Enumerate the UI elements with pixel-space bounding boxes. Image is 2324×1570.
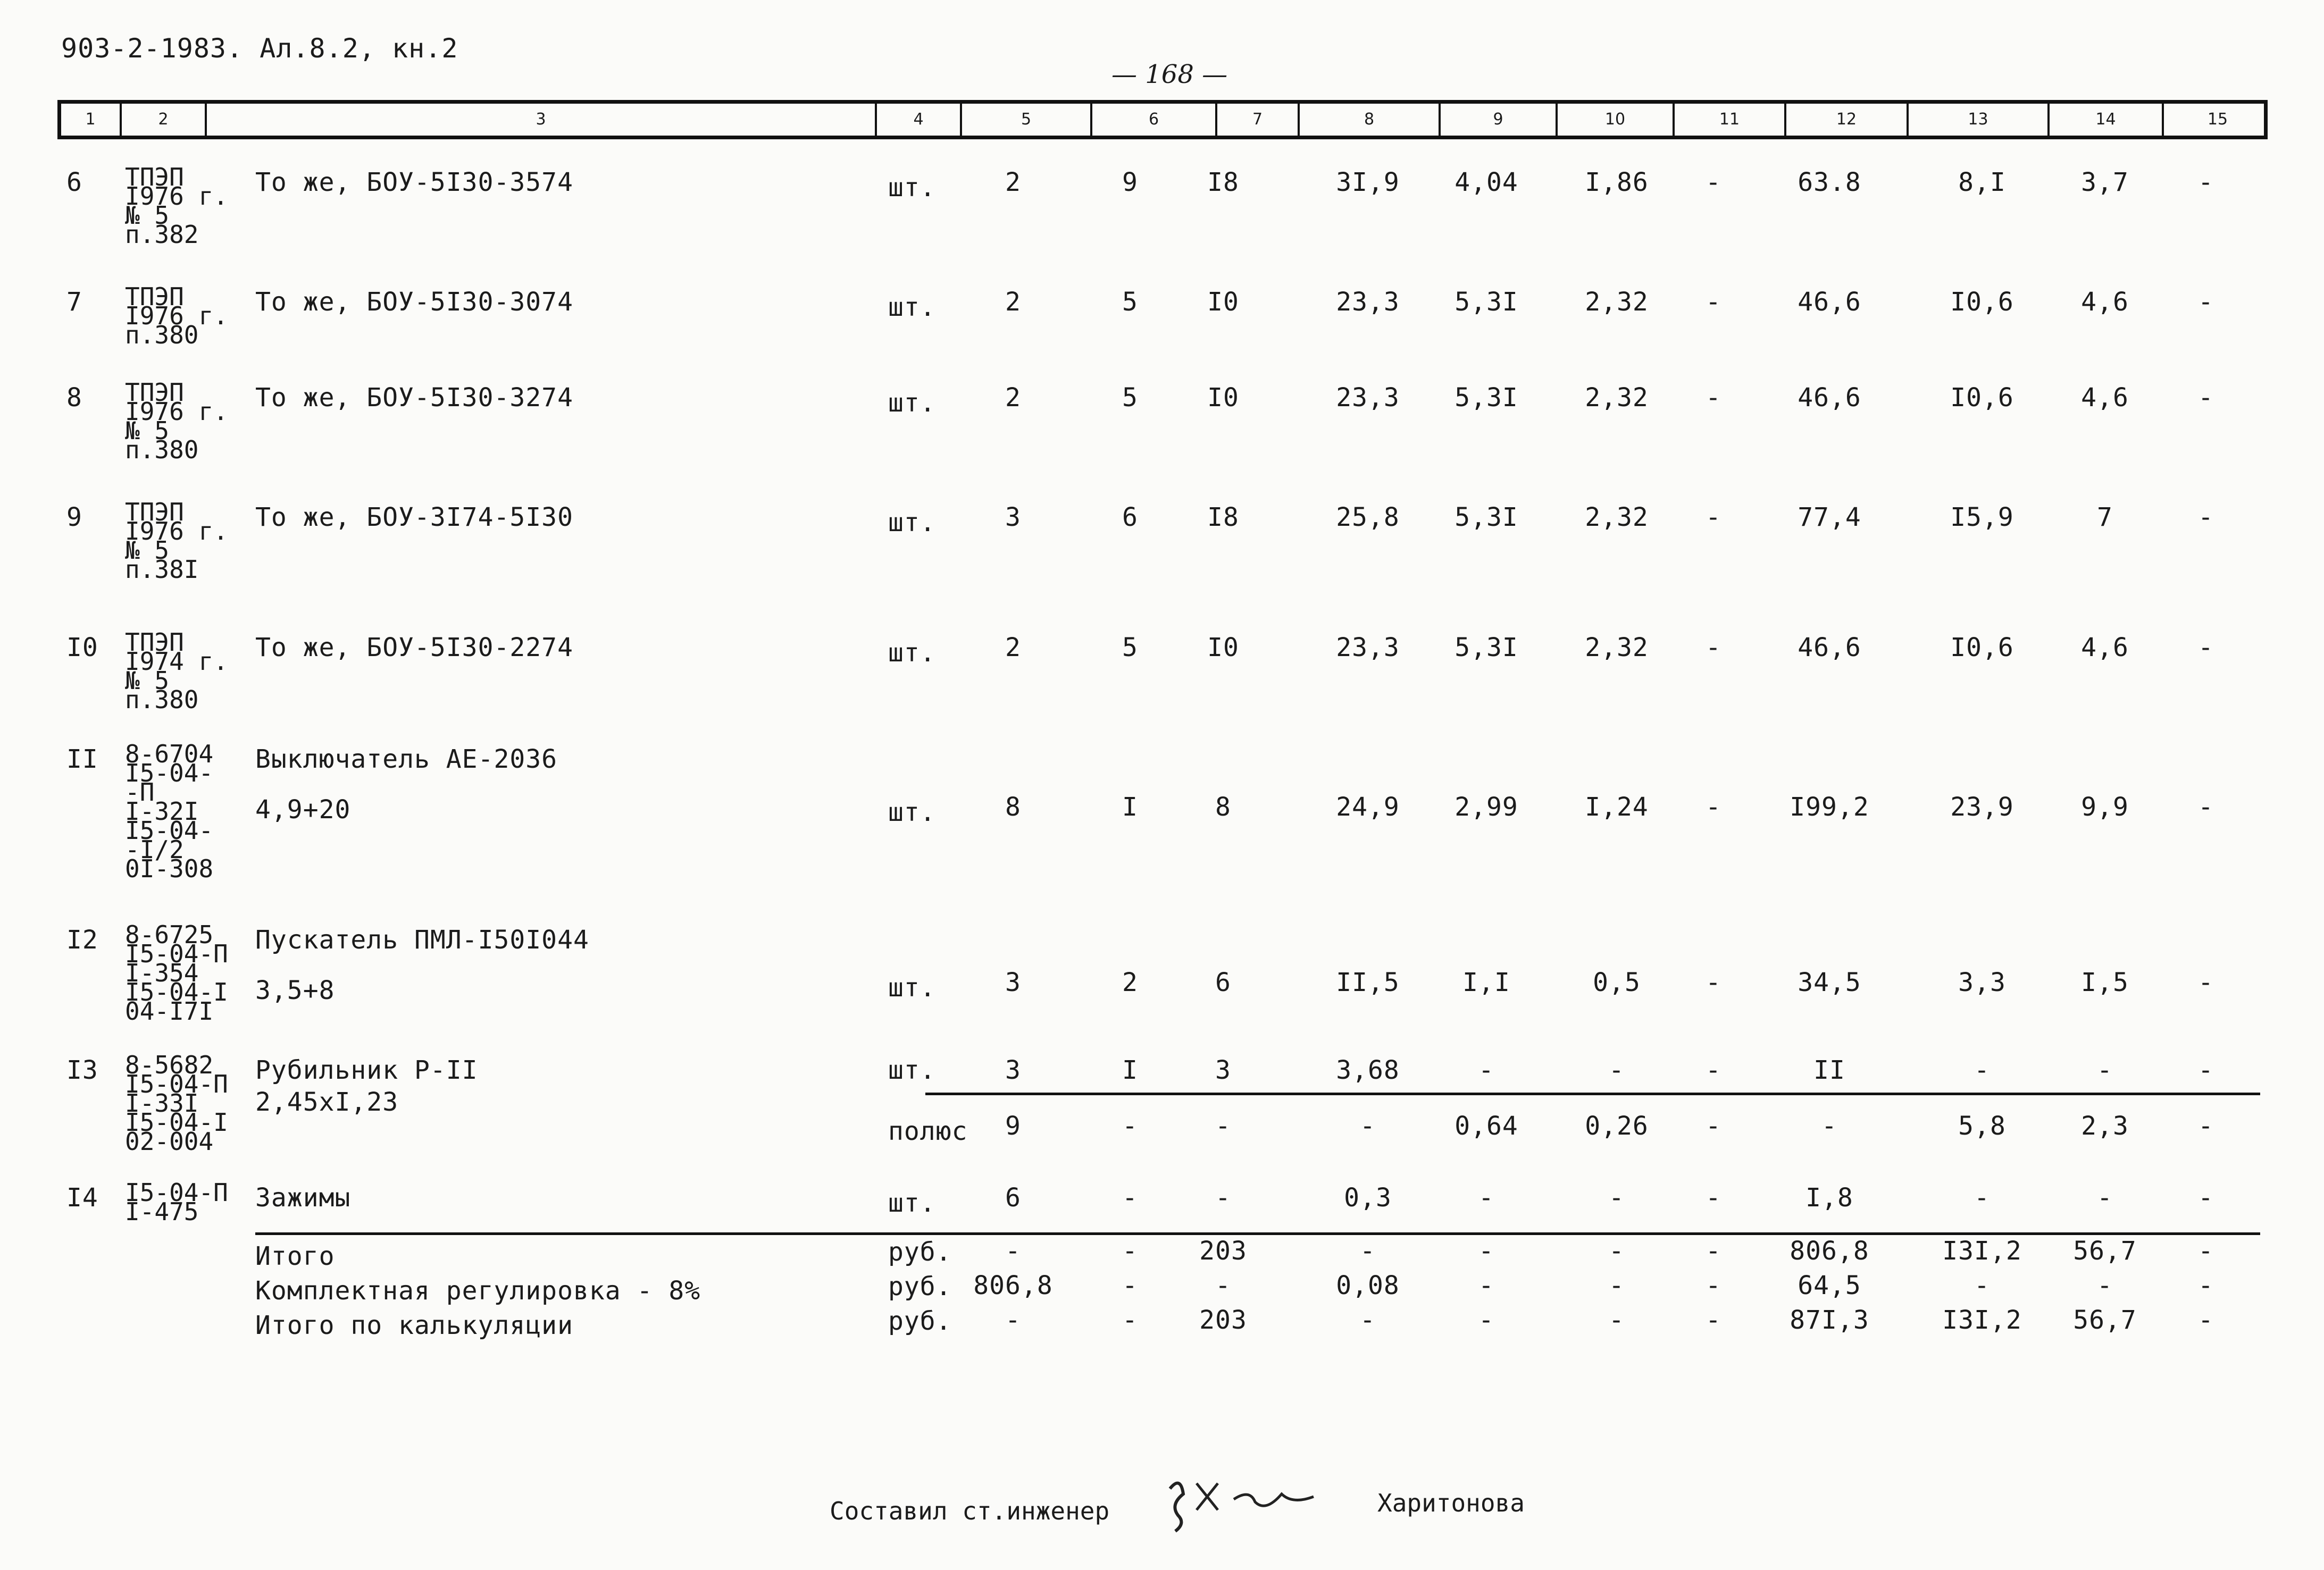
item-name: Выключатель АЕ-2036 xyxy=(255,744,558,774)
value-c14: 4,6 xyxy=(2081,383,2129,413)
value-c11: - xyxy=(1706,383,1721,413)
value-c10: 2,32 xyxy=(1585,633,1649,662)
value-c11: - xyxy=(1706,1183,1721,1213)
value-c15: - xyxy=(2198,1055,2214,1085)
value-c12: 77,4 xyxy=(1798,502,1861,532)
row-number: 7 xyxy=(66,287,82,317)
value-c13: 3,3 xyxy=(1958,968,2006,997)
total-c9: - xyxy=(1478,1305,1494,1335)
value-c11: - xyxy=(1706,502,1721,532)
totals-label: Итого по калькуляции xyxy=(255,1311,573,1340)
value-c9: 4,04 xyxy=(1454,167,1518,197)
value-c10: 2,32 xyxy=(1585,502,1649,532)
value-c13: I0,6 xyxy=(1950,633,2014,662)
column-header-13: 13 xyxy=(1907,104,2047,136)
value-c8: 3I,9 xyxy=(1336,167,1400,197)
value-c7: I8 xyxy=(1207,167,1239,197)
value-c6: 5 xyxy=(1122,383,1138,413)
total-c12: 806,8 xyxy=(1790,1236,1869,1266)
total-c10: - xyxy=(1609,1271,1625,1300)
unit: шт. xyxy=(888,638,936,668)
value-c9: 5,3I xyxy=(1454,633,1518,662)
value-c15: - xyxy=(2198,1183,2214,1213)
total-c11: - xyxy=(1706,1305,1721,1335)
value-c8: 25,8 xyxy=(1336,502,1400,532)
value-c12: I99,2 xyxy=(1790,792,1869,822)
value-c6: 5 xyxy=(1122,633,1138,662)
value-c7: I0 xyxy=(1207,383,1239,413)
value-c14: 4,6 xyxy=(2081,633,2129,662)
total-c10: - xyxy=(1609,1236,1625,1266)
column-header-2: 2 xyxy=(120,104,205,136)
total-c6: - xyxy=(1122,1271,1138,1300)
row-number: I4 xyxy=(66,1183,98,1213)
value-c11: - xyxy=(1706,167,1721,197)
row-number: 8 xyxy=(66,383,82,413)
value-c13: I5,9 xyxy=(1950,502,2014,532)
value-c12: 34,5 xyxy=(1798,968,1861,997)
value-c10: 2,32 xyxy=(1585,383,1649,413)
value-c8: 0,3 xyxy=(1344,1183,1392,1213)
unit: шт. xyxy=(888,1188,936,1218)
value-c6: I xyxy=(1122,792,1138,822)
value-c11: - xyxy=(1706,1055,1721,1085)
value-c5: 2 xyxy=(1005,167,1021,197)
value-c15: - xyxy=(2198,792,2214,822)
total-c7: 203 xyxy=(1199,1305,1247,1335)
value-c6: 5 xyxy=(1122,287,1138,317)
value-c8: 3,68 xyxy=(1336,1055,1400,1085)
value-c14: 2,3 xyxy=(2081,1111,2129,1141)
column-header-1: 1 xyxy=(85,110,96,129)
value-c6: I xyxy=(1122,1055,1138,1085)
column-header-7: 7 xyxy=(1215,104,1298,136)
column-header-15: 15 xyxy=(2162,104,2271,136)
total-c14: 56,7 xyxy=(2073,1236,2137,1266)
value-c11: - xyxy=(1706,968,1721,997)
value-c12: I,8 xyxy=(1805,1183,1853,1213)
norm-code: ТПЭП I974 г. № 5 п.380 xyxy=(125,628,228,714)
page-number: — 168 — xyxy=(1111,60,1228,89)
column-header-11: 11 xyxy=(1673,104,1784,136)
value-c8: II,5 xyxy=(1336,968,1400,997)
total-c13: - xyxy=(1974,1271,1990,1300)
value-c11: - xyxy=(1706,633,1721,662)
value-c7: 6 xyxy=(1215,968,1231,997)
value-c14: 3,7 xyxy=(2081,167,2129,197)
total-c8: - xyxy=(1360,1305,1376,1335)
column-header-bar xyxy=(57,100,2268,139)
total-c13: I3I,2 xyxy=(1942,1236,2022,1266)
total-c12: 87I,3 xyxy=(1790,1305,1869,1335)
compiled-by-label: Составил ст.инженер xyxy=(830,1497,1110,1525)
value-c7: 3 xyxy=(1215,1055,1231,1085)
value-c9: 5,3I xyxy=(1454,383,1518,413)
value-c6: - xyxy=(1122,1183,1138,1213)
value-c13: - xyxy=(1974,1183,1990,1213)
total-c6: - xyxy=(1122,1236,1138,1266)
row-number: 9 xyxy=(66,502,82,532)
totals-label: Комплектная регулировка - 8% xyxy=(255,1276,701,1306)
value-c9: 5,3I xyxy=(1454,287,1518,317)
value-c14: 9,9 xyxy=(2081,792,2129,822)
total-c8: - xyxy=(1360,1236,1376,1266)
value-c15: - xyxy=(2198,502,2214,532)
value-c7: - xyxy=(1215,1111,1231,1141)
total-c15: - xyxy=(2198,1271,2214,1300)
column-header-9: 9 xyxy=(1439,104,1556,136)
value-c8: 23,3 xyxy=(1336,633,1400,662)
total-c15: - xyxy=(2198,1305,2214,1335)
item-name: Пускатель ПМЛ-I50I044 xyxy=(255,925,589,955)
value-c13: I0,6 xyxy=(1950,383,2014,413)
value-c15: - xyxy=(2198,167,2214,197)
norm-code: 8-6725 I5-04-П I-354 I5-04-I 04-I7I xyxy=(125,920,228,1026)
value-c10: 0,5 xyxy=(1593,968,1641,997)
value-c5: 2 xyxy=(1005,633,1021,662)
total-c5: - xyxy=(1005,1236,1021,1266)
value-c12: - xyxy=(1821,1111,1837,1141)
value-c13: - xyxy=(1974,1055,1990,1085)
value-c14: - xyxy=(2097,1055,2113,1085)
unit: полюс xyxy=(888,1116,968,1146)
value-c12: 46,6 xyxy=(1798,287,1861,317)
value-c10: 2,32 xyxy=(1585,287,1649,317)
norm-code: ТПЭП I976 г. № 5 п.380 xyxy=(125,378,228,464)
value-c5: 2 xyxy=(1005,287,1021,317)
document-code: 903-2-1983. Ал.8.2, кн.2 xyxy=(61,33,458,64)
unit: шт. xyxy=(888,508,936,538)
value-c7: 8 xyxy=(1215,792,1231,822)
item-name: То же, БОУ-5I30-3074 xyxy=(255,287,573,317)
total-c12: 64,5 xyxy=(1798,1271,1861,1300)
value-c10: - xyxy=(1609,1055,1625,1085)
value-c13: 5,8 xyxy=(1958,1111,2006,1141)
value-c5: 3 xyxy=(1005,502,1021,532)
item-spec: 4,9+20 xyxy=(255,795,351,825)
unit: шт. xyxy=(888,1055,936,1085)
value-c13: 23,9 xyxy=(1950,792,2014,822)
value-c8: 23,3 xyxy=(1336,287,1400,317)
total-c14: - xyxy=(2097,1271,2113,1300)
value-c7: I0 xyxy=(1207,287,1239,317)
total-c13: I3I,2 xyxy=(1942,1305,2022,1335)
column-header-3: 3 xyxy=(205,104,875,136)
value-c5: 3 xyxy=(1005,1055,1021,1085)
item-spec: 2,45xI,23 xyxy=(255,1087,399,1117)
row-number: 6 xyxy=(66,167,82,197)
value-c14: I,5 xyxy=(2081,968,2129,997)
item-name: Зажимы xyxy=(255,1183,351,1213)
value-c9: 0,64 xyxy=(1454,1111,1518,1141)
total-c7: - xyxy=(1215,1271,1231,1300)
value-c7: I0 xyxy=(1207,633,1239,662)
total-c11: - xyxy=(1706,1236,1721,1266)
value-c10: I,24 xyxy=(1585,792,1649,822)
value-c6: - xyxy=(1122,1111,1138,1141)
column-header-5: 5 xyxy=(960,104,1090,136)
value-c12: 63.8 xyxy=(1798,167,1861,197)
norm-code: ТПЭП I976 г. № 5 п.38I xyxy=(125,498,228,584)
row-number: II xyxy=(66,744,98,774)
totals-divider xyxy=(255,1232,2260,1235)
total-c8: 0,08 xyxy=(1336,1271,1400,1300)
row-number: I0 xyxy=(66,633,98,662)
value-c8: 23,3 xyxy=(1336,383,1400,413)
item-spec: 3,5+8 xyxy=(255,976,335,1005)
value-c14: 4,6 xyxy=(2081,287,2129,317)
value-c15: - xyxy=(2198,1111,2214,1141)
value-c15: - xyxy=(2198,287,2214,317)
value-c11: - xyxy=(1706,287,1721,317)
norm-code: ТПЭП I976 г. п.380 xyxy=(125,282,228,349)
unit: шт. xyxy=(888,797,936,827)
value-c14: 7 xyxy=(2097,502,2113,532)
value-c12: 46,6 xyxy=(1798,633,1861,662)
value-c9: I,I xyxy=(1462,968,1510,997)
compiler-name: Харитонова xyxy=(1377,1489,1525,1517)
totals-label: Итого xyxy=(255,1241,335,1271)
item-name: То же, БОУ-5I30-3574 xyxy=(255,167,573,197)
value-c10: 0,26 xyxy=(1585,1111,1649,1141)
total-c10: - xyxy=(1609,1305,1625,1335)
total-c7: 203 xyxy=(1199,1236,1247,1266)
unit: шт. xyxy=(888,388,936,418)
value-c13: 8,I xyxy=(1958,167,2006,197)
value-c5: 8 xyxy=(1005,792,1021,822)
item-name: То же, БОУ-3I74-5I30 xyxy=(255,502,573,532)
value-c5: 9 xyxy=(1005,1111,1021,1141)
item-name: То же, БОУ-5I30-2274 xyxy=(255,633,573,662)
column-header-10: 10 xyxy=(1556,104,1673,136)
value-c6: 6 xyxy=(1122,502,1138,532)
value-c15: - xyxy=(2198,968,2214,997)
unit: руб. xyxy=(888,1306,952,1336)
value-c8: - xyxy=(1360,1111,1376,1141)
item-name: То же, БОУ-5I30-3274 xyxy=(255,383,573,413)
value-c11: - xyxy=(1706,792,1721,822)
value-c5: 6 xyxy=(1005,1183,1021,1213)
value-c15: - xyxy=(2198,383,2214,413)
value-c15: - xyxy=(2198,633,2214,662)
value-c14: - xyxy=(2097,1183,2113,1213)
unit: руб. xyxy=(888,1237,952,1267)
total-c15: - xyxy=(2198,1236,2214,1266)
value-c8: 24,9 xyxy=(1336,792,1400,822)
unit: руб. xyxy=(888,1272,952,1302)
value-c5: 2 xyxy=(1005,383,1021,413)
value-c9: 5,3I xyxy=(1454,502,1518,532)
total-c14: 56,7 xyxy=(2073,1305,2137,1335)
total-c6: - xyxy=(1122,1305,1138,1335)
value-c10: - xyxy=(1609,1183,1625,1213)
row-divider xyxy=(925,1093,2260,1095)
value-c9: 2,99 xyxy=(1454,792,1518,822)
norm-code: 8-6704 I5-04- -П I-32I I5-04- -I/2 0I-308 xyxy=(125,740,214,883)
column-header-14: 14 xyxy=(2047,104,2162,136)
total-c9: - xyxy=(1478,1236,1494,1266)
total-c5: - xyxy=(1005,1305,1021,1335)
column-header-12: 12 xyxy=(1784,104,1907,136)
value-c12: 46,6 xyxy=(1798,383,1861,413)
unit: шт. xyxy=(888,173,936,203)
total-c9: - xyxy=(1478,1271,1494,1300)
row-number: I2 xyxy=(66,925,98,955)
column-header-6: 6 xyxy=(1090,104,1215,136)
norm-code: 8-5682 I5-04-П I-33I I5-04-I 02-004 xyxy=(125,1051,228,1156)
column-header-8: 8 xyxy=(1298,104,1439,136)
value-c10: I,86 xyxy=(1585,167,1649,197)
item-name: Рубильник Р-II xyxy=(255,1055,478,1085)
total-c5: 806,8 xyxy=(973,1271,1053,1300)
value-c9: - xyxy=(1478,1055,1494,1085)
value-c11: - xyxy=(1706,1111,1721,1141)
value-c6: 9 xyxy=(1122,167,1138,197)
value-c6: 2 xyxy=(1122,968,1138,997)
value-c5: 3 xyxy=(1005,968,1021,997)
norm-code: I5-04-П I-475 xyxy=(125,1178,228,1226)
norm-code: ТПЭП I976 г. № 5 п.382 xyxy=(125,163,228,249)
unit: шт. xyxy=(888,973,936,1003)
column-header-4: 4 xyxy=(875,104,960,136)
value-c7: - xyxy=(1215,1183,1231,1213)
unit: шт. xyxy=(888,292,936,322)
total-c11: - xyxy=(1706,1271,1721,1300)
value-c9: - xyxy=(1478,1183,1494,1213)
row-number: I3 xyxy=(66,1055,98,1085)
signature xyxy=(1159,1473,1340,1537)
value-c13: I0,6 xyxy=(1950,287,2014,317)
value-c12: II xyxy=(1813,1055,1845,1085)
value-c7: I8 xyxy=(1207,502,1239,532)
